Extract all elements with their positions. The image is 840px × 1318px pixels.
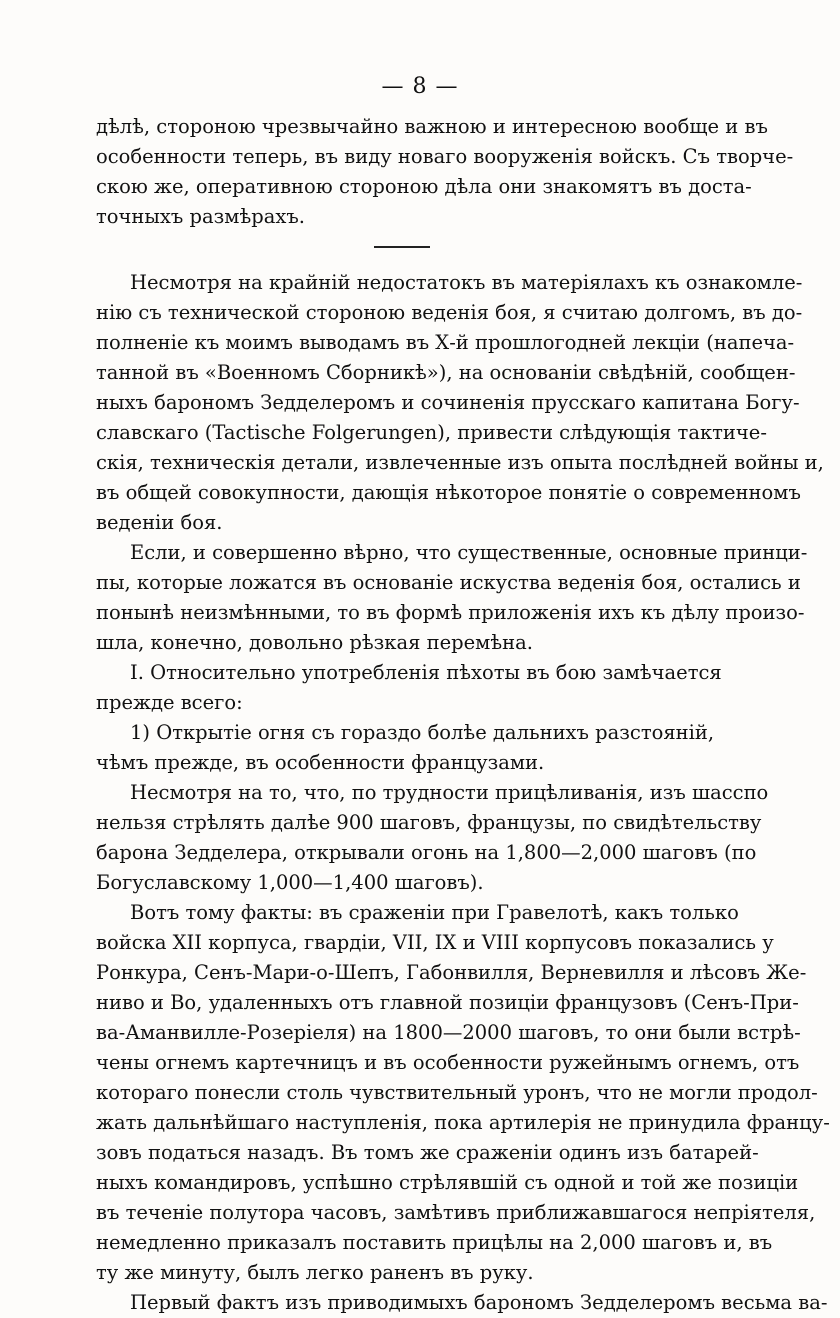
text-line: Несмотря на крайній недостатокъ въ матеріялахъ къ ознакомле- <box>130 271 803 294</box>
paragraph <box>96 1288 828 1318</box>
paragraph <box>96 658 722 718</box>
text-line: славскаго (Tactische Folgerungen), привести слѣдующія тактиче- <box>96 421 767 444</box>
paragraph <box>96 778 769 898</box>
paragraph-fragment <box>96 112 794 232</box>
text-line: понынѣ неизмѣнными, то въ формѣ приложенія ихъ къ дѣлу произо- <box>96 601 805 624</box>
paragraph <box>96 538 808 658</box>
text-line: шла, конечно, довольно рѣзкая перемѣна. <box>96 631 533 654</box>
text-line: 1) Открытіе огня съ гораздо болѣе дальнихъ разстояній, <box>130 721 715 744</box>
text-line: войска XII корпуса, гвардіи, VII, IX и VIII корпусовъ показались у <box>96 931 774 954</box>
text-line: котораго понесли столь чувствительный уронъ, что не могли продол- <box>96 1081 818 1104</box>
text-line: I. Относительно употребленія пѣхоты въ бою замѣчается <box>130 661 722 684</box>
text-line: чены огнемъ картечницъ и въ особенности ружейнымъ огнемъ, отъ <box>96 1051 800 1074</box>
paragraph <box>96 718 715 778</box>
text-line: дѣлѣ, стороною чрезвычайно важною и интересною вообще и въ <box>96 115 768 138</box>
text-line: Ронкура, Сенъ-Мари-о-Шепъ, Габонвилля, Верневилля и лѣсовъ Же- <box>96 961 807 984</box>
text-line: Богуславскому 1,000—1,400 шаговъ). <box>96 871 484 894</box>
text-line: нію съ технической стороною веденія боя, я считаю долгомъ, въ до- <box>96 301 803 324</box>
text-line: скія, техническія детали, извлеченные изъ опыта послѣдней войны и, <box>96 451 824 474</box>
text-line: нельзя стрѣлять далѣе 900 шаговъ, французы, по свидѣтельству <box>96 811 762 834</box>
text-line: ныхъ барономъ Зедделеромъ и сочиненія прусскаго капитана Богу- <box>96 391 800 414</box>
text-line: полненіе къ моимъ выводамъ въ Х-й прошлогодней лекціи (напеча- <box>96 331 795 354</box>
text-line: скою же, оперативною стороною дѣла они знакомятъ въ доста- <box>96 175 752 198</box>
text-line: ту же минуту, былъ легко раненъ въ руку. <box>96 1261 534 1284</box>
text-line: особенности теперь, въ виду новаго вооруженія войскъ. Съ творче- <box>96 145 794 168</box>
text-line: ва-Аманвилле-Розеріеля) на 1800—2000 шаговъ, то они были встрѣ- <box>96 1021 801 1044</box>
text-line: чѣмъ прежде, въ особенности французами. <box>96 751 545 774</box>
text-line: жать дальнѣйшаго наступленія, пока артилерія не принудила францу- <box>96 1111 830 1134</box>
text-line: немедленно приказалъ поставить прицѣлы на 2,000 шаговъ и, въ <box>96 1231 773 1254</box>
text-line: въ теченіе полутора часовъ, замѣтивъ приближавшагося непріятеля, <box>96 1201 816 1224</box>
section-separator <box>374 246 430 248</box>
text-line: Если, и совершенно вѣрно, что существенные, основные принци- <box>130 541 808 564</box>
text-line: Вотъ тому факты: въ сраженіи при Гравелотѣ, какъ только <box>130 901 739 924</box>
paragraph <box>96 898 830 1288</box>
page-body <box>96 112 830 1318</box>
page-number: — 8 — <box>381 74 459 99</box>
text-line: прежде всего: <box>96 691 243 714</box>
text-line: ныхъ командировъ, успѣшно стрѣлявшій съ одной и той же позиціи <box>96 1171 799 1194</box>
paragraph <box>96 268 824 538</box>
text-line: пы, которые ложатся въ основаніе искуства веденія боя, остались и <box>96 571 801 594</box>
text-line: зовъ податься назадъ. Въ томъ же сраженіи одинъ изъ батарей- <box>96 1141 759 1164</box>
paragraphs <box>96 268 830 1318</box>
text-line: барона Зедделера, открывали огонь на 1,800—2,000 шаговъ (по <box>96 841 757 864</box>
text-line: точныхъ размѣрахъ. <box>96 205 305 228</box>
text-line: Несмотря на то, что, по трудности прицѣливанія, изъ шасспо <box>130 781 769 804</box>
text-line: веденіи боя. <box>96 511 223 534</box>
text-line: Первый фактъ изъ приводимыхъ барономъ Зедделеромъ весьма ва- <box>130 1291 828 1314</box>
text-line: танной въ «Военномъ Сборникѣ»), на основаніи свѣдѣній, сообщен- <box>96 361 796 384</box>
text-line: ниво и Во, удаленныхъ отъ главной позиціи французовъ (Сенъ-При- <box>96 991 799 1014</box>
text-line: въ общей совокупности, дающія нѣкоторое понятіе о современномъ <box>96 481 801 504</box>
